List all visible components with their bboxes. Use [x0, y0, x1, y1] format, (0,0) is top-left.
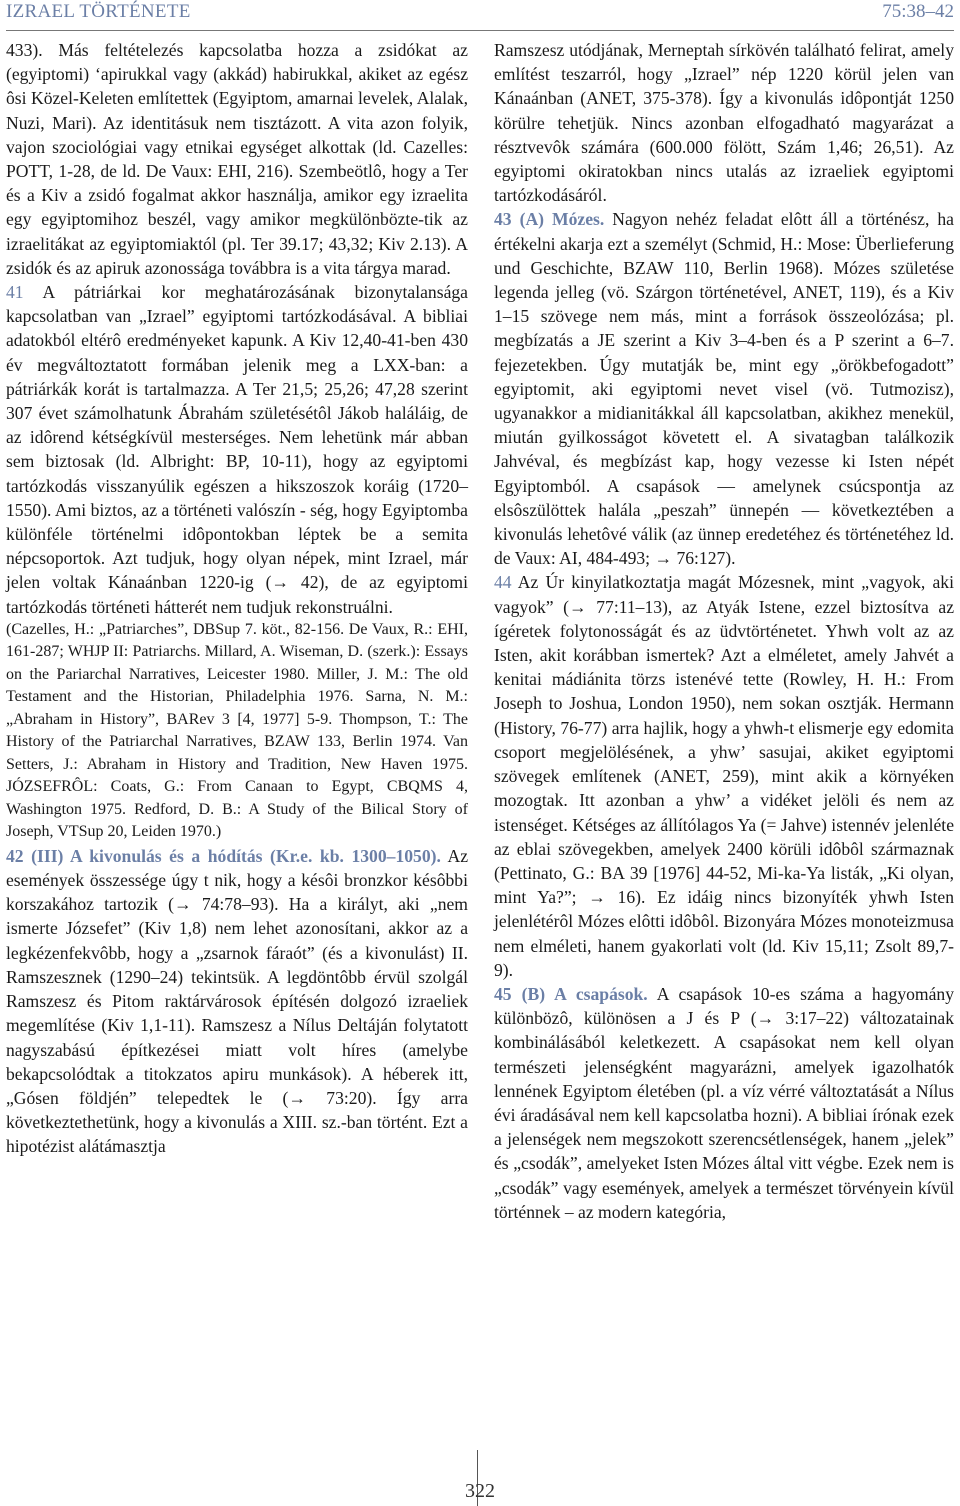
section-reference: 75:38–42 — [882, 1, 954, 22]
section-44-text: Az Úr kinyilatkoztatja magát Mózesnek, mint „vagyok, aki vagyok” (→ 77:11–13), az Atyák Istene, ezzel biztosítva az ígéretek folytonosságát és az üdvtörténetet. Yhwh volt az az Isten, akit korábban ismertek? Azt a elméletet, amely Jahvét a kenitai mádiánita törzs istenévé tette (Rowley, H. H.: From Joseph to Joshua, London 1950), nem sokan osztják. Hermann (History, 76-77) arra hajlik, hogy a yhwh-t elismerje egy edomita csoport megjelölésének, a yhw’ sasujai, akiket egyiptomi szövegek említenek (ANET, 259), mint akik a környéken mozogtak. Itt azonban a yhw’ a vidéket jelöli és nem az istenséget. Kétséges az állítólagos Ya (= Jahve) istennév jelenléte az eblai szövegekben, amelyek 2400 körüli idôbôl származnak (Pettinato, G.: BA 39 [1976] 44-52, Mi-ka-Ya listák, „Ki olyan, mint Ya?”; → 16). Ez idáig nincs bizonyíték yhwh Isten jelenlétérôl Mózes elôtti idôbôl. Bizonyára Mózes monoteizmusa nem elméleti, hanem gyakorlati volt (ld. Kiv 15,11; Zsolt 89,7-9). — [494, 572, 954, 980]
section-number-44: 44 — [494, 572, 512, 593]
section-number-41: 41 — [6, 282, 24, 303]
paragraph-41 — [6, 280, 468, 619]
page-number: 322 — [465, 1480, 495, 1502]
section-heading-42: 42 (III) A kivonulás és a hódítás (Kr.e. kb. 1300–1050). — [6, 845, 441, 866]
section-43 — [494, 207, 954, 570]
paragraph-433: 433). Más feltételezés kapcsolatba hozza a zsidókat az (egyiptomi) ‘apirukkal vagy (akkád) habirukkal, akiket az egész ôsi Közel-Keleten említettek (Egyiptom, amarnai levelek, Alalak, Nuzi, Mari). Az identitásuk nem tisztázott. A vita azon folyik, vajon szociológiai vagy etnikai egységet alkottak (ld. Cazelles: POTT, 1-28, de ld. De Vaux: EHI, 216). Szembeötlô, hogy a Ter és a Kiv a zsidó fogalmat akkor használja, amikor egy izraelita egy egyiptomihoz beszél, vagy amikor megkülönbözte-tik az izraelitákat az egyiptomiaktól (pl. Ter 39.17; 43,32; Kiv 2.13). A zsidók és az apiruk azonossága továbbra is a vita tárgya marad. — [6, 40, 468, 278]
section-heading-43: 43 (A) Mózes. — [494, 209, 605, 230]
section-42-text: Az események összessége úgy t nik, hogy a késôi bronzkor késôbbi korszakához tartozik (→ 74:78–93). Ha a királyt, aki „nem ismerte Józsefet” (Kiv 1,8) nem lehet azonosítani, akkor az a legkézenfekvôbb, hogy a „zsarnok fáraót” (és a kivonulást) II. Ramszesznek (1290–24) tekintsük. A legdöntôbb érvül szolgál Ramszesz és Pitom raktárvárosok építésén dolgozó izraeliek megemlítése (Kiv 1,1-11). Ramszesz a Nílus Deltáján folytatott nagyszabású építkezései miatt volt híres (amelybe bekapcsolódtak a titokzatos apiru munkások). A héberek itt, „Gósen földjén” telepedtek le (→ 73:20). Így arra következtethetünk, hogy a kivonulás a XIII. sz.-ban történt. Ezt a hipotézist alátámasztja — [6, 845, 468, 1157]
paragraph-merneptah: Ramszesz utódjának, Merneptah sírkövén található felirat, amely említést teszarról, hogy „Izrael” nép 1220 körül jelen van Kánaánban (ANET, 375-378). Így a kivonulás idôpontját 1250 körülre tehetjük. Nincs azonban elfogadható magyarázat a résztvevôk számára (600.000 fölött, Szám 1,46; 26,51). Az egyiptomi okiratokban nincs utalás az izraeliek egyiptomi tartózkodásáról. — [494, 40, 954, 206]
section-45-text: A csapások 10-es száma a hagyomány különbözô, különösen a J és P (→ 3:17–22) változatainak kombinálásából keletkezett. A csapásokat nem kell olyan természeti jelenségként magyarázni, amelyek igazolhatók lennének Egyiptom életében (pl. a víz vérré változtatását a Nílus évi áradásával nem kell kapcsolatba hozni). A bibliai írónak ezek a jelenségek nem megszokott szerencsétlenségek, hanem „jelek” és „csodák”, amelyeket Isten Mózes által vitt végbe. Ezek nem is „csodák” vagy események, amelyek a természet törvényein kívül történnek – az modern kategória, — [494, 983, 954, 1222]
left-column — [6, 38, 468, 1159]
paragraph-41-text: A pátriárkai kor meghatározásának bizonytalansága kapcsolatban van „Izrael” egyiptomi tartózkodásával. A bibliai adatokból eltérô eredményeket kapunk. A Kiv 12,40-41-ben 430 év megváltoztatott formában jelenik meg a LXX-ban: a pátriárkák korát is tartalmazza. A Ter 21,5; 25,26; 47,28 szerint 307 évet számolhatunk Ábrahám születésétôl Jákob haláláig, de az idôrend kétségkívül mesterséges. Nem lehetünk már abban sem biztosak (ld. Albright: BP, 10-11), hogy az egyiptomi tartózkodás visszanyúlik egészen a hikszoszok koráig (1720–1550). Ami biztos, az a történeti valószín - ség, hogy Egyiptomba különféle történelmi idôpontokban léptek be a semita népcsoportok. Azt tudjuk, hogy olyan népek, mint Izrael, már jelen voltak Kánaánban 1220-ig (→ 42), de az egyiptomi tartózkodás történeti hátterét nem tudjuk rekonstruálni. — [6, 282, 468, 617]
running-header — [6, 0, 954, 31]
section-43-text: Nagyon nehéz feladat elôtt áll a történész, ha értékelni akarja ezt a személyt (Schmid, H.: Mose: Überlieferung und Geschichte, BZAW 110, Berlin 1968). Mózes születése legenda jelleg (vö. Szárgon történetével, ANET, 119), és a Kiv 1–15 szövege nem más, mint a források összeolózása; pl. megbízatás a JE szerint a Kiv 3–4-ben és a P szerint a 6–7. fejezetekben. Úgy mutatják be, mint egy „örökbefogadott” egyiptomit, aki egyiptomi nevet visel (vö. Tutmozisz), ugyanakkor a midianitákkal áll kapcsolatban, akikhez menekül, miután gyilkosságot követett el. A sivatagban találkozik Jahvéval, és megbízást kap, hogy vezesse ki Isten népét Egyiptomból. A csapások — amelynek csúcspontja az elsôszülöttek halála „peszah” ünnepén — következtében a kivonulás lehetôvé válik (az ünnep eredetéhez és történetéhez ld. de Vaux: AI, 484-493; → 76:127). — [494, 209, 954, 569]
section-42 — [6, 844, 468, 1159]
section-44 — [494, 570, 954, 981]
page-footer — [0, 1470, 960, 1506]
running-title: IZRAEL TÖRTÉNETE — [6, 1, 191, 22]
right-column — [494, 38, 954, 1224]
section-heading-45: 45 (B) A csapások. — [494, 983, 648, 1004]
bibliography-block: (Cazelles, H.: „Patriarches”, DBSup 7. köt., 82-156. De Vaux, R.: EHI, 161-287; WHJP II: Patriarchs. Millard, A. Wiseman, D. (szerk.): Essays on the Pariarchal Narratives, Leicester 1980. Miller, J. M.: The old Testament and the Historian, Philadelphia 1976. Sarna, N. M.: „Abraham in History”, BARev 3 [4, 1977] 5-9. Thompson, T.: The History of the Patriarchal Narratives, BZAW 133, Berlin 1974. Van Setters, J.: Abraham in History and Tradition, New Haven 1975. JÓZSEFRÔL: Coats, G.: From Canaan to Egypt, CBQMS 4, Washington 1975. Redford, D. B.: A Study of the Bilical Story of Joseph, VTSup 20, Leiden 1970.) — [6, 620, 468, 841]
section-45 — [494, 982, 954, 1224]
